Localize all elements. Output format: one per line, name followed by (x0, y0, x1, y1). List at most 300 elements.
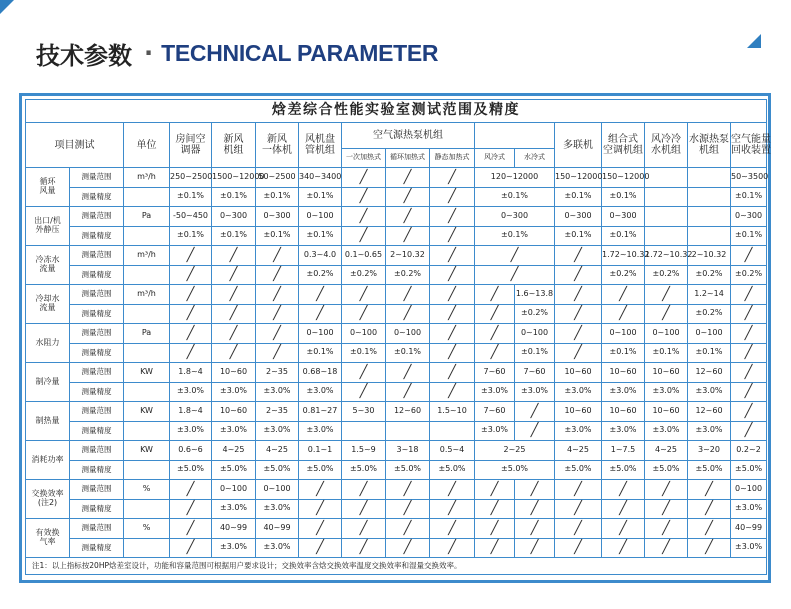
range-cell: 250~2500 (170, 168, 212, 188)
range-cell: 0~300 (555, 207, 602, 227)
slash-mark: ╱ (645, 304, 688, 324)
header-hp-once: 一次加热式 (342, 149, 386, 168)
range-cell: 2~10.32 (688, 246, 731, 266)
range-cell: -50~450 (170, 207, 212, 227)
range-cell: 150~12000 (555, 168, 602, 188)
accuracy-cell: ±0.1% (731, 187, 767, 207)
range-cell: 340~3400 (299, 168, 342, 188)
slash-mark: ╱ (430, 226, 475, 246)
slash-mark: ╱ (430, 499, 475, 519)
label-range: 测量范围 (70, 207, 124, 227)
range-cell: 0~300 (602, 207, 645, 227)
accuracy-cell: ±0.2% (299, 265, 342, 285)
accuracy-cell (645, 187, 688, 207)
row-category: 制冷量 (26, 363, 70, 402)
range-cell: 0~100 (645, 324, 688, 344)
range-cell: 50~3500 (731, 168, 767, 188)
slash-mark: ╱ (299, 519, 342, 539)
slash-mark: ╱ (430, 207, 475, 227)
slash-mark: ╱ (170, 499, 212, 519)
slash-mark: ╱ (555, 499, 602, 519)
accuracy-cell: ±0.1% (602, 187, 645, 207)
accuracy-cell: ±3.0% (645, 421, 688, 441)
table-row (26, 519, 767, 539)
accuracy-cell: ±5.0% (602, 460, 645, 480)
slash-mark: ╱ (299, 538, 342, 558)
row-unit (124, 304, 170, 324)
slash-mark: ╱ (731, 304, 767, 324)
range-cell: 0~100 (299, 324, 342, 344)
slash-mark: ╱ (386, 363, 430, 383)
slash-mark: ╱ (555, 343, 602, 363)
row-category: 出口/机 外静压 (26, 207, 70, 246)
label-range: 测量范围 (70, 285, 124, 305)
header-blank-group (475, 123, 555, 149)
slash-mark: ╱ (645, 480, 688, 500)
accuracy-cell: ±5.0% (688, 460, 731, 480)
slash-mark: ╱ (475, 246, 555, 266)
slash-mark: ╱ (475, 343, 515, 363)
slash-mark: ╱ (645, 538, 688, 558)
slash-mark: ╱ (212, 265, 256, 285)
slash-mark: ╱ (475, 499, 515, 519)
accuracy-cell: ±5.0% (731, 460, 767, 480)
table-row (26, 382, 767, 402)
accuracy-cell: ±0.2% (342, 265, 386, 285)
table-row (26, 304, 767, 324)
slash-mark: ╱ (256, 304, 299, 324)
slash-mark: ╱ (256, 265, 299, 285)
range-cell: 1~7.5 (602, 441, 645, 461)
slash-mark: ╱ (342, 382, 386, 402)
accuracy-cell: ±3.0% (688, 421, 731, 441)
slash-mark: ╱ (688, 480, 731, 500)
slash-mark: ╱ (386, 480, 430, 500)
slash-mark: ╱ (475, 324, 515, 344)
slash-mark: ╱ (342, 538, 386, 558)
slash-mark: ╱ (342, 285, 386, 305)
range-cell: 10~60 (602, 402, 645, 422)
table-row (26, 207, 767, 227)
range-cell: 1.5~9 (342, 441, 386, 461)
row-unit (124, 538, 170, 558)
slash-mark: ╱ (256, 285, 299, 305)
title-chinese: 技术参数 (36, 41, 132, 70)
header-air-cooled-chiller: 风冷冷 水机组 (645, 123, 688, 168)
label-accuracy: 测量精度 (70, 226, 124, 246)
accuracy-cell: ±3.0% (212, 382, 256, 402)
range-cell: 0.5~4 (430, 441, 475, 461)
range-cell: 0~300 (475, 207, 555, 227)
range-cell: 0~100 (602, 324, 645, 344)
header-combined-ac: 组合式 空调机组 (602, 123, 645, 168)
slash-mark: ╱ (170, 246, 212, 266)
header-air-energy-recovery: 空气能量 回收装置 (731, 123, 767, 168)
accuracy-cell: ±0.1% (256, 226, 299, 246)
row-unit (124, 226, 170, 246)
slash-mark: ╱ (475, 285, 515, 305)
accuracy-cell: ±3.0% (555, 421, 602, 441)
range-cell: 7~60 (515, 363, 555, 383)
slash-mark: ╱ (602, 538, 645, 558)
slash-mark: ╱ (342, 363, 386, 383)
slash-mark: ╱ (555, 304, 602, 324)
range-cell: 0.81~27 (299, 402, 342, 422)
accuracy-cell: ±0.1% (475, 187, 555, 207)
range-cell: 12~60 (688, 363, 731, 383)
slash-mark: ╱ (430, 538, 475, 558)
range-cell: 10~60 (555, 363, 602, 383)
slash-mark: ╱ (515, 499, 555, 519)
table-row (26, 168, 767, 188)
label-accuracy: 测量精度 (70, 304, 124, 324)
slash-mark: ╱ (299, 480, 342, 500)
accuracy-cell: ±0.2% (688, 265, 731, 285)
accuracy-cell: ±3.0% (515, 382, 555, 402)
slash-mark: ╱ (515, 421, 555, 441)
slash-mark: ╱ (475, 265, 555, 285)
table-row (26, 285, 767, 305)
accuracy-cell (342, 421, 386, 441)
label-accuracy: 测量精度 (70, 538, 124, 558)
slash-mark: ╱ (555, 324, 602, 344)
range-cell: 50~2500 (256, 168, 299, 188)
accuracy-cell: ±3.0% (256, 382, 299, 402)
range-cell: 2~35 (256, 402, 299, 422)
slash-mark: ╱ (256, 324, 299, 344)
row-unit (124, 421, 170, 441)
accuracy-cell: ±3.0% (602, 421, 645, 441)
slash-mark: ╱ (731, 285, 767, 305)
row-unit: KW (124, 363, 170, 383)
row-unit: % (124, 519, 170, 539)
row-category: 循环 风量 (26, 168, 70, 207)
range-cell: 0~300 (731, 207, 767, 227)
slash-mark: ╱ (475, 538, 515, 558)
range-cell (645, 207, 688, 227)
accuracy-cell: ±0.1% (475, 226, 555, 246)
slash-mark: ╱ (555, 480, 602, 500)
row-unit: KW (124, 402, 170, 422)
slash-mark: ╱ (299, 499, 342, 519)
slash-mark: ╱ (299, 285, 342, 305)
slash-mark: ╱ (212, 246, 256, 266)
accuracy-cell: ±0.2% (602, 265, 645, 285)
slash-mark: ╱ (170, 519, 212, 539)
row-unit: m³/h (124, 246, 170, 266)
accuracy-cell: ±0.1% (342, 343, 386, 363)
accuracy-cell: ±3.0% (731, 499, 767, 519)
range-cell (688, 168, 731, 188)
accuracy-cell (688, 187, 731, 207)
slash-mark: ╱ (212, 285, 256, 305)
parameter-table (25, 99, 771, 575)
header-item: 项目测试 (26, 123, 124, 168)
label-range: 测量范围 (70, 324, 124, 344)
slash-mark: ╱ (256, 246, 299, 266)
accuracy-cell (688, 226, 731, 246)
range-cell: 1500~12000 (212, 168, 256, 188)
slash-mark: ╱ (430, 265, 475, 285)
row-unit: Pa (124, 207, 170, 227)
slash-mark: ╱ (212, 343, 256, 363)
range-cell (645, 168, 688, 188)
slash-mark: ╱ (430, 382, 475, 402)
accuracy-cell: ±3.0% (256, 421, 299, 441)
slash-mark: ╱ (430, 304, 475, 324)
row-unit (124, 343, 170, 363)
page-header (36, 34, 438, 72)
accuracy-cell: ±3.0% (731, 538, 767, 558)
slash-mark: ╱ (170, 538, 212, 558)
accuracy-cell: ±5.0% (256, 460, 299, 480)
accuracy-cell: ±0.1% (212, 226, 256, 246)
slash-mark: ╱ (430, 480, 475, 500)
row-category: 冷冻水 流量 (26, 246, 70, 285)
range-cell: 10~60 (555, 402, 602, 422)
slash-mark: ╱ (515, 519, 555, 539)
slash-mark: ╱ (386, 168, 430, 188)
header-water-cooled: 水冷式 (515, 149, 555, 168)
slash-mark: ╱ (386, 187, 430, 207)
slash-mark: ╱ (555, 538, 602, 558)
slash-mark: ╱ (342, 226, 386, 246)
accuracy-cell: ±3.0% (256, 499, 299, 519)
accuracy-cell: ±3.0% (555, 382, 602, 402)
label-range: 测量范围 (70, 246, 124, 266)
slash-mark: ╱ (731, 324, 767, 344)
header-water-source-hp: 水源热泵 机组 (688, 123, 731, 168)
accuracy-cell: ±0.2% (515, 304, 555, 324)
accuracy-cell: ±5.0% (342, 460, 386, 480)
slash-mark: ╱ (731, 363, 767, 383)
accuracy-cell: ±3.0% (602, 382, 645, 402)
accuracy-cell: ±5.0% (475, 460, 555, 480)
slash-mark: ╱ (386, 538, 430, 558)
slash-mark: ╱ (475, 304, 515, 324)
accuracy-cell: ±5.0% (299, 460, 342, 480)
table-row (26, 421, 767, 441)
range-cell: 4~25 (256, 441, 299, 461)
accuracy-cell: ±3.0% (299, 421, 342, 441)
title-english: TECHNICAL PARAMETER (161, 39, 439, 66)
title-separator-dot: · (144, 39, 154, 67)
row-category: 消耗功率 (26, 441, 70, 480)
accuracy-cell: ±5.0% (212, 460, 256, 480)
accuracy-cell: ±0.1% (170, 187, 212, 207)
slash-mark: ╱ (256, 343, 299, 363)
accuracy-cell: ±0.1% (212, 187, 256, 207)
slash-mark: ╱ (602, 285, 645, 305)
range-cell: 0~300 (212, 207, 256, 227)
accuracy-cell: ±0.1% (170, 226, 212, 246)
label-accuracy: 测量精度 (70, 499, 124, 519)
table-row (26, 441, 767, 461)
accuracy-cell: ±0.1% (515, 343, 555, 363)
slash-mark: ╱ (170, 343, 212, 363)
accuracy-cell (430, 421, 475, 441)
slash-mark: ╱ (731, 402, 767, 422)
accuracy-cell: ±3.0% (212, 421, 256, 441)
header-fan-coil: 风机盘 管机组 (299, 123, 342, 168)
table-row (26, 324, 767, 344)
slash-mark: ╱ (342, 207, 386, 227)
row-category: 制热量 (26, 402, 70, 441)
header-row-1 (26, 123, 767, 149)
range-cell: 7~60 (475, 363, 515, 383)
range-cell: 10~60 (645, 363, 688, 383)
slash-mark: ╱ (170, 480, 212, 500)
label-range: 测量范围 (70, 168, 124, 188)
slash-mark: ╱ (515, 480, 555, 500)
range-cell: 40~99 (731, 519, 767, 539)
row-category: 交换效率 (注2) (26, 480, 70, 519)
row-unit: KW (124, 441, 170, 461)
slash-mark: ╱ (731, 382, 767, 402)
range-cell: 1.72~10.32 (602, 246, 645, 266)
slash-mark: ╱ (688, 519, 731, 539)
range-cell: 0.2~2 (731, 441, 767, 461)
row-unit (124, 265, 170, 285)
row-unit: Pa (124, 324, 170, 344)
label-range: 测量范围 (70, 363, 124, 383)
accuracy-cell: ±3.0% (299, 382, 342, 402)
slash-mark: ╱ (342, 480, 386, 500)
slash-mark: ╱ (170, 304, 212, 324)
slash-mark: ╱ (430, 363, 475, 383)
table-title-row (26, 100, 767, 123)
slash-mark: ╱ (386, 226, 430, 246)
slash-mark: ╱ (602, 304, 645, 324)
range-cell: 4~25 (555, 441, 602, 461)
slash-mark: ╱ (342, 168, 386, 188)
range-cell: 40~99 (256, 519, 299, 539)
table-row (26, 187, 767, 207)
accuracy-cell: ±0.1% (555, 187, 602, 207)
accuracy-cell: ±5.0% (645, 460, 688, 480)
slash-mark: ╱ (386, 304, 430, 324)
table-title: 焓差综合性能实验室测试范围及精度 (26, 100, 767, 123)
label-accuracy: 测量精度 (70, 421, 124, 441)
corner-decoration-top-left (0, 0, 14, 14)
accuracy-cell: ±3.0% (475, 382, 515, 402)
range-cell: 1.2~14 (688, 285, 731, 305)
header-room-ac: 房间空 调器 (170, 123, 212, 168)
header-multi: 多联机 (555, 123, 602, 168)
accuracy-cell: ±0.2% (731, 265, 767, 285)
table-row (26, 246, 767, 266)
slash-mark: ╱ (430, 343, 475, 363)
row-category: 水阻力 (26, 324, 70, 363)
slash-mark: ╱ (170, 285, 212, 305)
accuracy-cell: ±3.0% (212, 499, 256, 519)
label-range: 测量范围 (70, 441, 124, 461)
slash-mark: ╱ (475, 480, 515, 500)
slash-mark: ╱ (475, 519, 515, 539)
label-accuracy: 测量精度 (70, 265, 124, 285)
range-cell: 0.68~18 (299, 363, 342, 383)
row-unit (124, 499, 170, 519)
slash-mark: ╱ (386, 499, 430, 519)
range-cell: 3~20 (688, 441, 731, 461)
accuracy-cell: ±0.1% (602, 226, 645, 246)
slash-mark: ╱ (212, 324, 256, 344)
table-row (26, 226, 767, 246)
slash-mark: ╱ (688, 499, 731, 519)
range-cell: 0~100 (688, 324, 731, 344)
slash-mark: ╱ (342, 499, 386, 519)
range-cell: 4~25 (212, 441, 256, 461)
accuracy-cell (386, 421, 430, 441)
range-cell: 0~300 (256, 207, 299, 227)
accuracy-cell: ±3.0% (170, 421, 212, 441)
accuracy-cell: ±0.1% (299, 343, 342, 363)
range-cell: 40~99 (212, 519, 256, 539)
row-unit: % (124, 480, 170, 500)
header-fresh-integrated: 新风 一体机 (256, 123, 299, 168)
slash-mark: ╱ (731, 343, 767, 363)
slash-mark: ╱ (386, 207, 430, 227)
slash-mark: ╱ (342, 519, 386, 539)
slash-mark: ╱ (430, 519, 475, 539)
accuracy-cell: ±0.2% (645, 265, 688, 285)
range-cell: 0~100 (515, 324, 555, 344)
label-accuracy: 测量精度 (70, 343, 124, 363)
accuracy-cell (645, 226, 688, 246)
range-cell: 0~100 (299, 207, 342, 227)
range-cell: 0~100 (386, 324, 430, 344)
accuracy-cell: ±3.0% (170, 382, 212, 402)
range-cell: 1.8~4 (170, 363, 212, 383)
table-note: 注1：以上指标按20HP焓差室设计，功能和容量范围可根据用户要求设计；交换效率含焓交换效率温度交换效率和湿量交换效率。 (26, 558, 767, 575)
table-row (26, 343, 767, 363)
range-cell: 0~100 (731, 480, 767, 500)
accuracy-cell: ±0.1% (299, 226, 342, 246)
range-cell: 1.5~10 (430, 402, 475, 422)
label-accuracy: 测量精度 (70, 187, 124, 207)
label-range: 测量范围 (70, 480, 124, 500)
range-cell: 0~100 (256, 480, 299, 500)
accuracy-cell: ±0.1% (731, 226, 767, 246)
slash-mark: ╱ (515, 402, 555, 422)
slash-mark: ╱ (731, 246, 767, 266)
slash-mark: ╱ (430, 187, 475, 207)
slash-mark: ╱ (386, 519, 430, 539)
accuracy-cell: ±0.1% (256, 187, 299, 207)
range-cell: 1.8~4 (170, 402, 212, 422)
slash-mark: ╱ (555, 246, 602, 266)
slash-mark: ╱ (386, 285, 430, 305)
accuracy-cell: ±5.0% (430, 460, 475, 480)
header-heat-pump-group: 空气源热泵机组 (342, 123, 475, 149)
label-accuracy: 测量精度 (70, 460, 124, 480)
accuracy-cell: ±3.0% (645, 382, 688, 402)
slash-mark: ╱ (299, 304, 342, 324)
range-cell: 10~60 (602, 363, 645, 383)
slash-mark: ╱ (645, 285, 688, 305)
slash-mark: ╱ (602, 519, 645, 539)
header-unit: 单位 (124, 123, 170, 168)
range-cell: 2~10.32 (386, 246, 430, 266)
slash-mark: ╱ (688, 538, 731, 558)
accuracy-cell: ±5.0% (170, 460, 212, 480)
range-cell: 10~60 (645, 402, 688, 422)
slash-mark: ╱ (515, 538, 555, 558)
range-cell: 0.1~0.65 (342, 246, 386, 266)
accuracy-cell: ±0.1% (645, 343, 688, 363)
slash-mark: ╱ (555, 285, 602, 305)
table-row (26, 265, 767, 285)
